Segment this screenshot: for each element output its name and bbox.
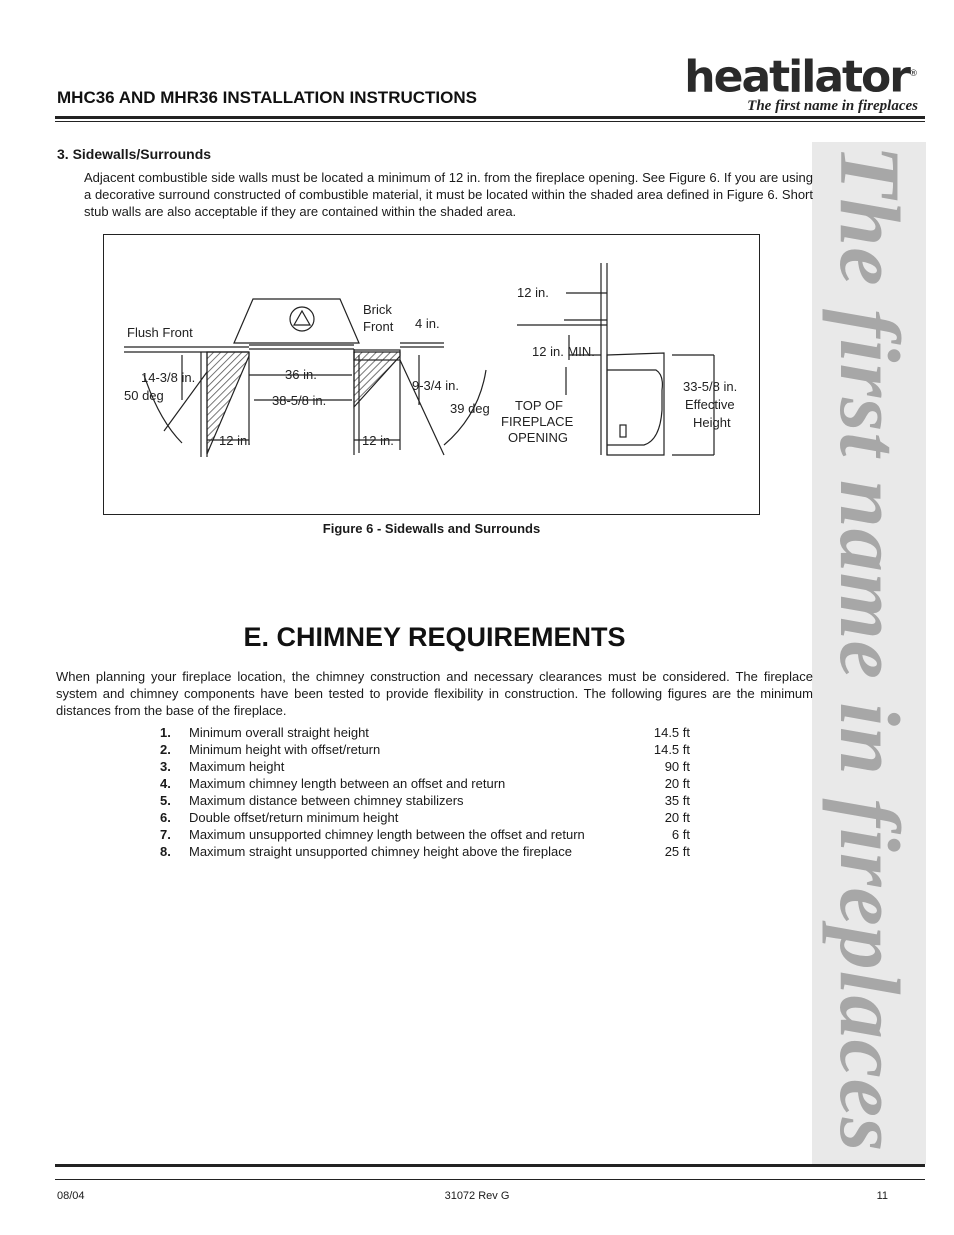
- list-item-number: 1.: [160, 725, 171, 740]
- list-item-text: Double offset/return minimum height: [189, 810, 399, 825]
- label-front: Front: [363, 319, 394, 334]
- label-33-5-8: 33-5/8 in.: [683, 379, 738, 394]
- sidewalls-paragraph: Adjacent combustible side walls must be located a minimum of 12 in. from the fireplace opening. See Figure 6. If you are using a decorative surround constructed of combustible material, it must be located within the shaded area defined in Figure 6. Short stub walls are also acceptable if they are contained within the shaded area.: [84, 170, 813, 219]
- label-brick: Brick: [363, 302, 392, 317]
- list-item-text: Minimum height with offset/return: [189, 742, 381, 757]
- section-heading-sidewalls: 3. Sidewalls/Surrounds: [57, 146, 212, 162]
- label-39-deg: 39 deg: [450, 401, 490, 416]
- figure-6-caption: Figure 6 - Sidewalls and Surrounds: [322, 521, 541, 536]
- label-top-of: TOP OF: [515, 398, 563, 413]
- label-fireplace: FIREPLACE: [501, 414, 574, 429]
- control-box: [620, 425, 626, 437]
- chimney-intro-paragraph: When planning your fireplace location, the chimney construction and necessary clearances must be considered. The fireplace system and chimney components have been tested to provide flexibility in construction. The following figures are the minimum distances from the base of the fireplace.: [56, 669, 813, 718]
- heatilator-logo: [684, 52, 918, 115]
- list-item-value: 25 ft: [664, 844, 690, 859]
- label-36-in: 36 in.: [285, 367, 317, 382]
- label-12-in-left: 12 in.: [219, 433, 251, 448]
- label-12-in-min: 12 in. MIN.: [532, 344, 595, 359]
- figure-6-diagram: [103, 234, 760, 515]
- list-item-value: 20 ft: [664, 810, 690, 825]
- list-item-value: 20 ft: [664, 776, 690, 791]
- list-item-text: Maximum chimney length between an offset and return: [189, 776, 506, 791]
- list-item: [160, 826, 690, 843]
- list-item-value: 6 ft: [671, 827, 690, 842]
- label-effective: Effective: [685, 397, 735, 412]
- list-item-text: Maximum straight unsupported chimney height above the fireplace: [189, 844, 572, 859]
- label-50-deg: 50 deg: [124, 388, 164, 403]
- footer-date: 08/04: [57, 1190, 85, 1202]
- list-item-number: 4.: [160, 776, 171, 791]
- fireplace-side-view: [607, 353, 664, 455]
- footer-page-number: 11: [876, 1190, 888, 1202]
- brand-tagline: The first name in fireplaces: [747, 97, 918, 114]
- list-item-number: 8.: [160, 844, 171, 859]
- list-item-number: 5.: [160, 793, 171, 808]
- list-item-text: Maximum unsupported chimney length between the offset and return: [189, 827, 585, 842]
- label-9-3-4: 9-3/4 in.: [412, 378, 459, 393]
- label-4-in: 4 in.: [415, 316, 440, 331]
- label-opening: OPENING: [508, 430, 568, 445]
- list-item-number: 3.: [160, 759, 171, 774]
- list-item-value: 14.5 ft: [653, 725, 690, 740]
- brand-wordmark: heatilator®: [684, 51, 918, 103]
- list-item-number: 6.: [160, 810, 171, 825]
- list-item-text: Maximum height: [189, 759, 285, 774]
- list-item-text: Minimum overall straight height: [189, 725, 369, 740]
- list-item: [160, 792, 690, 809]
- label-flush-front: Flush Front: [127, 325, 193, 340]
- list-item-number: 7.: [160, 827, 171, 842]
- list-item: [160, 741, 690, 758]
- list-item: [160, 724, 690, 741]
- figure-6-svg: [104, 235, 761, 516]
- list-item-value: 35 ft: [664, 793, 690, 808]
- label-12-in-right: 12 in.: [362, 433, 394, 448]
- document-title: MHC36 AND MHR36 INSTALLATION INSTRUCTIONS: [57, 88, 477, 107]
- sidebar-watermark: The first name in fireplaces: [822, 145, 918, 1153]
- footer-rule-thick: [55, 1164, 925, 1167]
- list-item: [160, 758, 690, 775]
- label-12-in-top: 12 in.: [517, 285, 549, 300]
- footer-rule-thin: [55, 1179, 925, 1180]
- list-item: [160, 809, 690, 826]
- label-14-3-8: 14-3/8 in.: [141, 370, 196, 385]
- footer-doc-number: 31072 Rev G: [444, 1190, 510, 1202]
- chimney-requirements-list: [160, 724, 690, 860]
- header-rule-thick: [55, 116, 925, 119]
- list-item-number: 2.: [160, 742, 171, 757]
- chimney-requirements-heading: E. CHIMNEY REQUIREMENTS: [243, 622, 626, 652]
- list-item-text: Maximum distance between chimney stabilizers: [189, 793, 464, 808]
- label-38-5-8: 38-5/8 in.: [272, 393, 327, 408]
- list-item: [160, 775, 690, 792]
- list-item-value: 90 ft: [664, 759, 690, 774]
- label-height: Height: [693, 415, 731, 430]
- list-item-value: 14.5 ft: [653, 742, 690, 757]
- header-rule-thin: [55, 121, 925, 122]
- list-item: [160, 843, 690, 860]
